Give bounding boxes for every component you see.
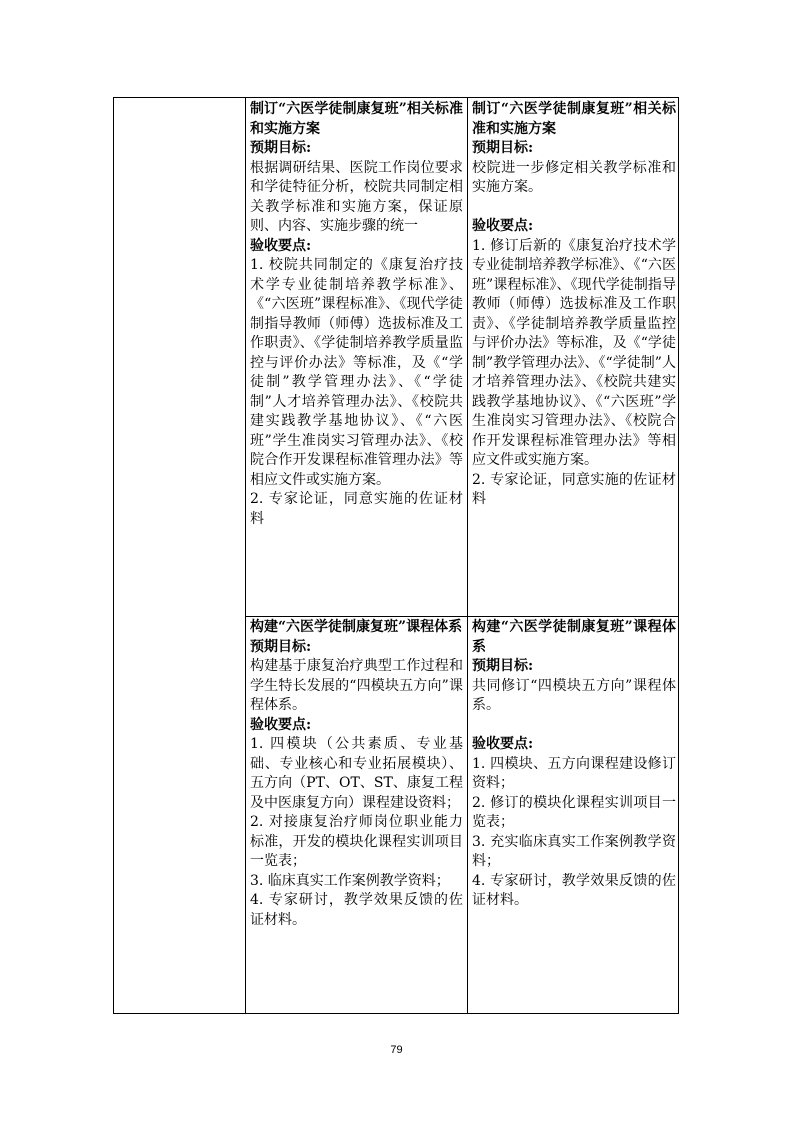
accept-item: 4. 专家研讨，教学效果反馈的佐证材料。 — [250, 892, 463, 928]
page-number: 79 — [390, 1044, 403, 1056]
accept-item: 2. 专家论证，同意实施的佐证材料 — [250, 491, 463, 527]
accept-item: 4. 专家研讨，教学效果反馈的佐证材料。 — [472, 872, 676, 908]
accept-item: 2. 专家论证，同意实施的佐证材料 — [472, 471, 676, 507]
goal-text: 共同修订“四模块五方向”课程体系。 — [472, 677, 676, 713]
goal-text: 构建基于康复治疗典型工作过程和学生特长发展的“四模块五方向”课程体系。 — [250, 658, 463, 713]
cell-title: 制订“六医学徒制康复班”相关标准和实施方案 — [472, 101, 676, 137]
goal-heading: 预期目标: — [472, 658, 534, 674]
accept-item: 1. 修订后新的《康复治疗技术学专业徒制培养教学标准》、《“六医班”课程标准》、《现代学徒制指导教师（师傅）选拔标准及工作职责》、《学徒制培养教学质量监控与评价办法》等标准，及《“学徒制”教学管理办法》、《“学徒制”人才培养管理办法》、《校院共建实践教学基地协议》、《“六医班”学生准岗实习管理办法》、《校院合作开发课程标准管理办法》等相应文件或实施方案。 — [472, 237, 676, 468]
accept-heading: 验收要点: — [472, 218, 534, 234]
accept-heading: 验收要点: — [250, 237, 312, 254]
standards-plan-cell — [245, 98, 467, 616]
goal-heading: 预期目标: — [250, 638, 312, 655]
standards-revision-cell — [467, 98, 680, 616]
goal-text: 校院进一步修定相关教学标准和实施方案。 — [472, 159, 676, 195]
accept-item: 2. 对接康复治疗师岗位职业能力标准，开发的模块化课程实训项目一览表； — [250, 814, 463, 869]
goal-heading: 预期目标: — [250, 140, 312, 156]
accept-item: 3. 临床真实工作案例教学资料； — [250, 872, 450, 889]
accept-item: 2. 修订的模块化课程实训项目一览表； — [472, 794, 676, 830]
goal-heading: 预期目标: — [472, 140, 534, 156]
accept-item: 1. 四模块、五方向课程建设修订资料； — [472, 755, 676, 791]
acceptance-table — [113, 97, 679, 1014]
accept-item: 1. 校院共同制定的《康复治疗技术学专业徒制培养教学标准》、《“六医班”课程标准》、《现代学徒制指导教师（师傅）选拔标准及工作职责》、《学徒制培养教学质量监控与评价办法》等标准，及《“学徒制”教学管理办法》、《“学徒制”人才培养管理办法》、《校院共建实践教学基地协议》、《“六医班”学生准岗实习管理办法》、《校院合作开发课程标准管理办法》等相应文件或实施方案。 — [250, 257, 463, 488]
goal-text: 根据调研结果、医院工作岗位要求和学徒特征分析，校院共同制定相关教学标准和实施方案，保证原则、内容、实施步骤的统一 — [250, 159, 463, 234]
spacer — [472, 198, 676, 218]
accept-item: 3. 充实临床真实工作案例教学资料； — [472, 833, 676, 869]
accept-heading: 验收要点: — [250, 716, 312, 733]
curriculum-revision-cell — [467, 616, 680, 1015]
cell-title: 构建“六医学徒制康复班”课程体系 — [472, 619, 676, 655]
accept-item: 1. 四模块（公共素质、专业基础、专业核心和专业拓展模块）、五方向（PT、OT、ST、康复工程及中医康复方向）课程建设资料； — [250, 736, 463, 811]
cell-title: 构建“六医学徒制康复班”课程体系 — [250, 619, 463, 635]
curriculum-build-cell — [245, 616, 467, 1015]
cell-title: 制订“六医学徒制康复班”相关标准和实施方案 — [250, 101, 463, 137]
accept-heading: 验收要点: — [472, 736, 534, 752]
spacer — [472, 716, 676, 736]
